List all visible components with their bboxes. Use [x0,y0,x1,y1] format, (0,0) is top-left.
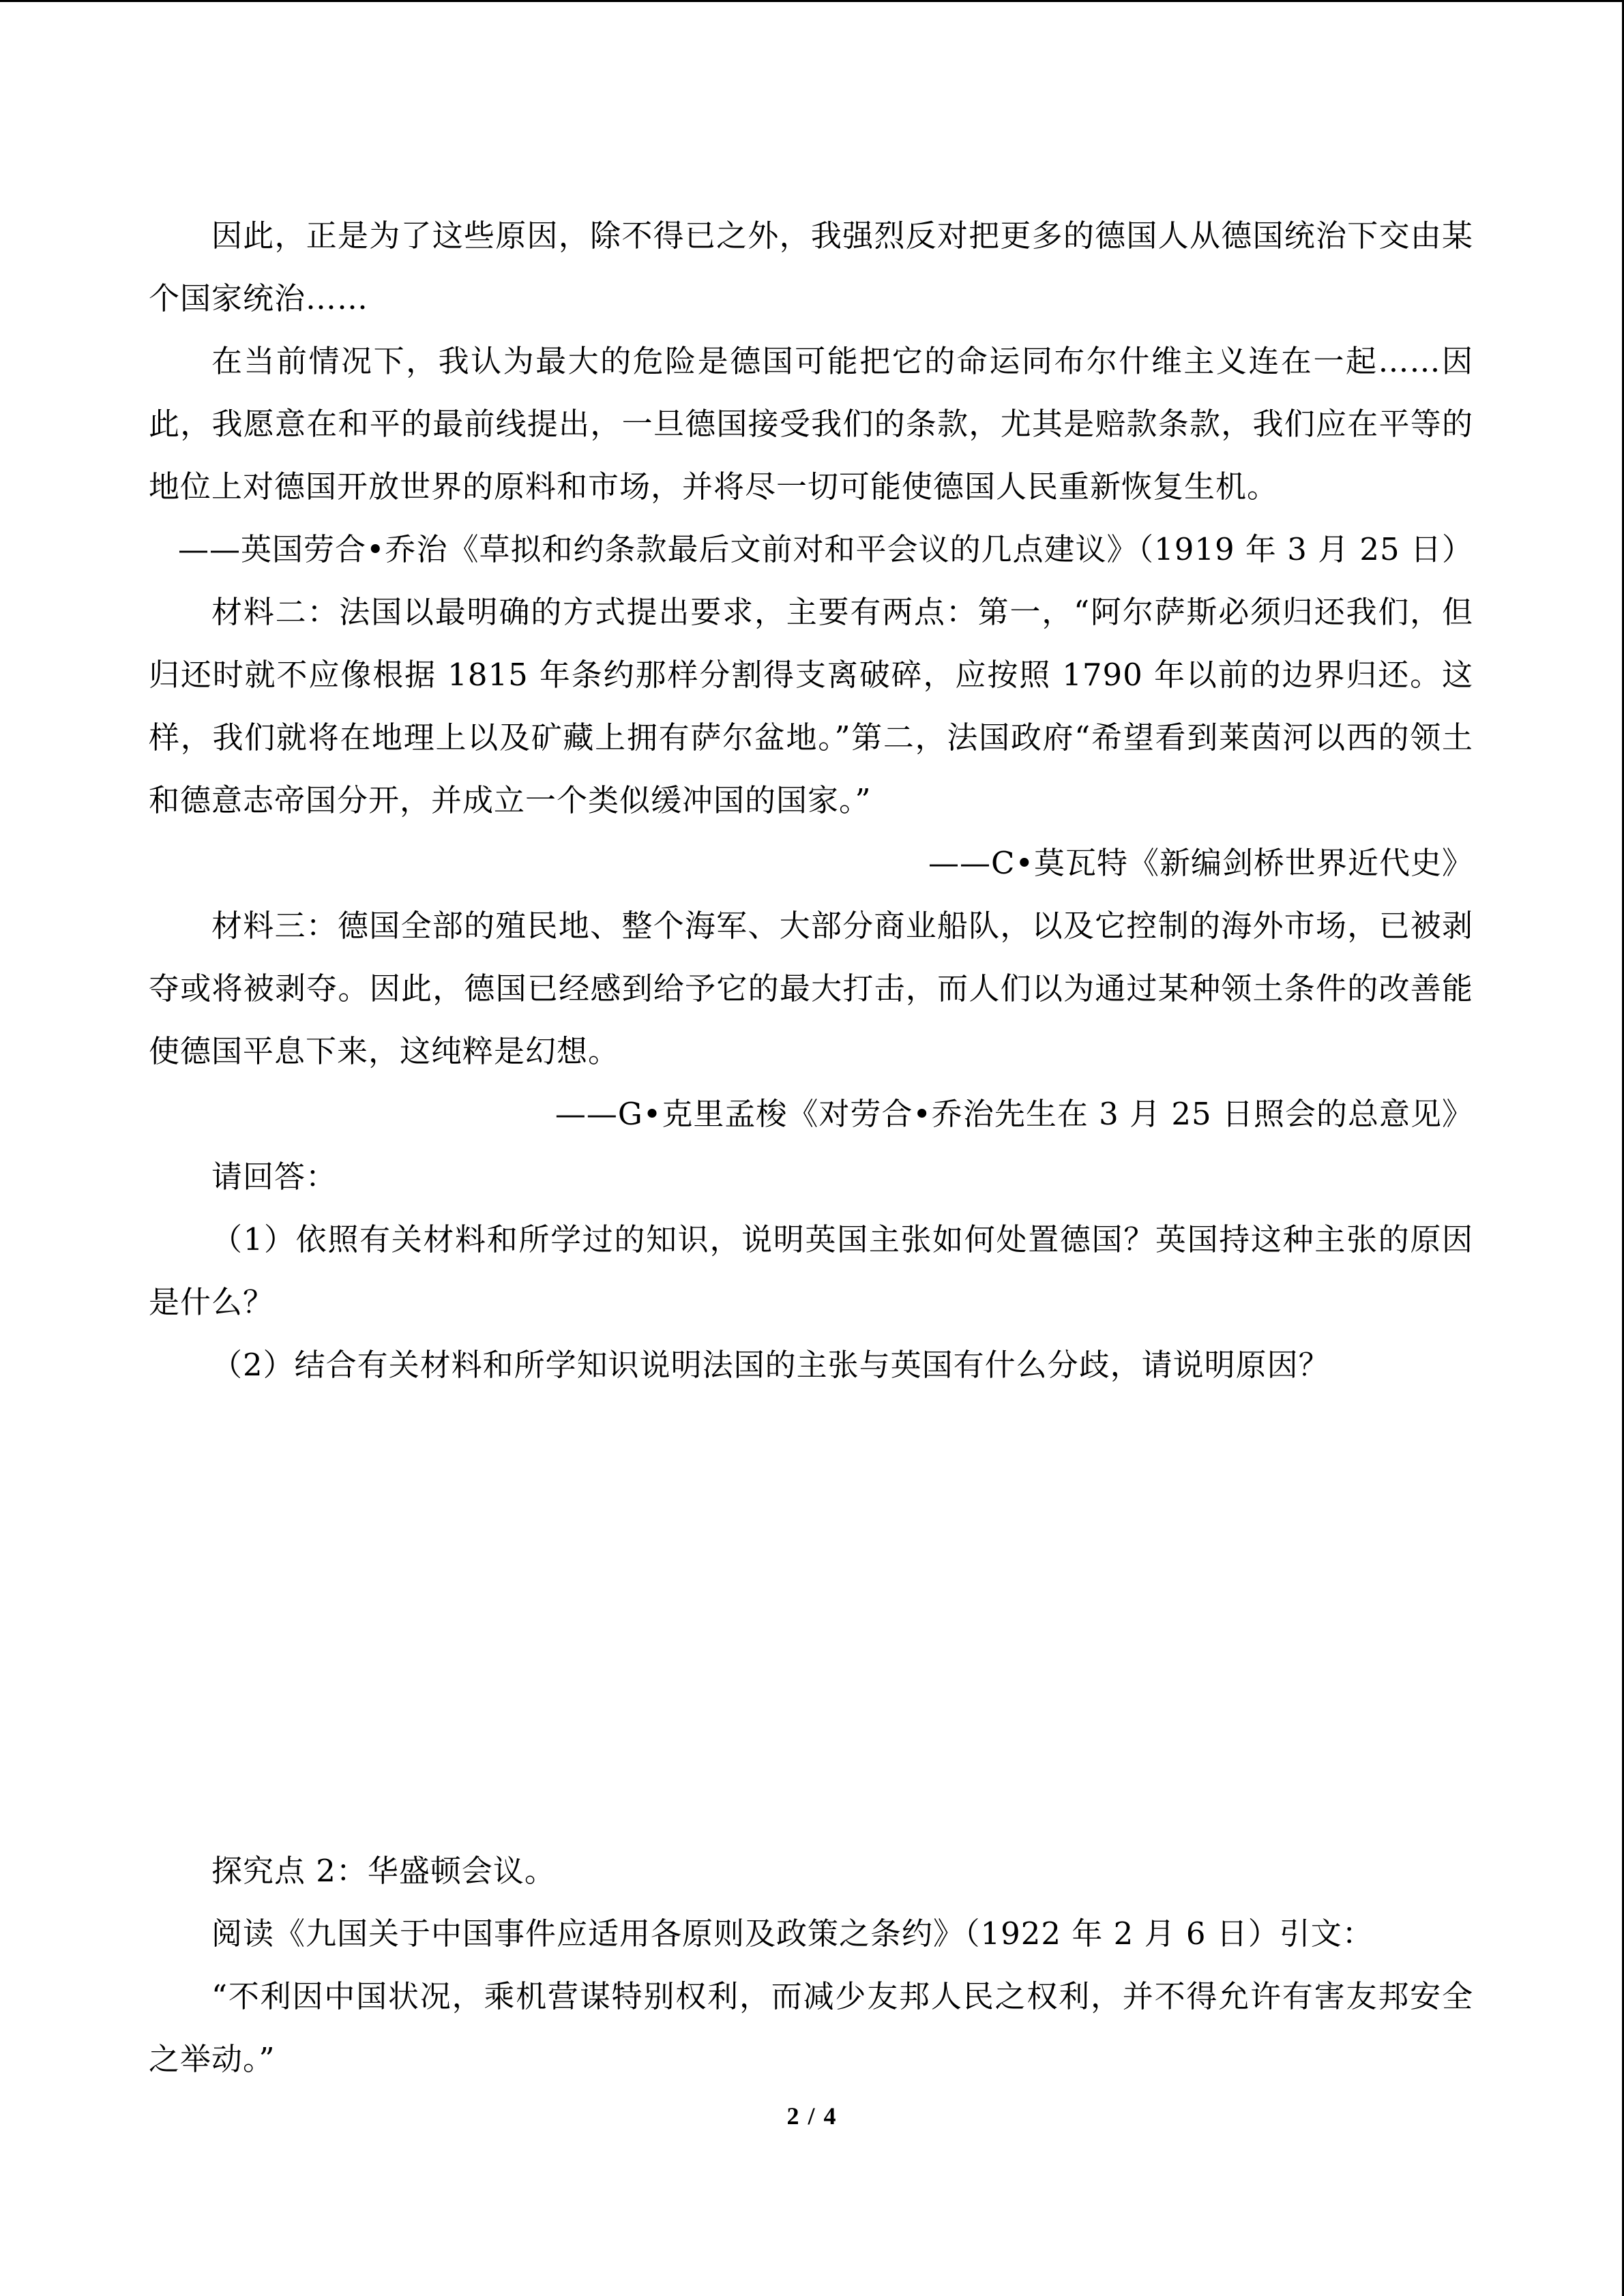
citation-mowat: ——C•莫瓦特《新编剑桥世界近代史》 [928,845,1473,881]
material-three: 材料三：德国全部的殖民地、整个海军、大部分商业船队，以及它控制的海外市场，已被剥夺或将被剥夺。因此，德国已经感到给予它的最大打击，而人们以为通过某种领土条件的改善能使德国平息下来，这纯粹是幻想。 [149,908,1473,1069]
page-number: 2 / 4 [786,2102,838,2130]
question-2: （2）结合有关材料和所学知识说明法国的主张与英国有什么分歧，请说明原因？ [211,1347,1330,1383]
inquiry-point-heading: 探究点 2：华盛顿会议。 [211,1853,556,1889]
document-body [149,205,1473,2091]
answer-prompt: 请回答： [211,1159,338,1195]
paragraph-reason: 因此，正是为了这些原因，除不得已之外，我强烈反对把更多的德国人从德国统治下交由某个国家统治…… [149,218,1473,316]
answer-space [149,1397,1473,1840]
question-1: （1）依照有关材料和所学过的知识，说明英国主张如何处置德国？英国持这种主张的原因是什么？ [149,1221,1473,1320]
paragraph-danger: 在当前情况下，我认为最大的危险是德国可能把它的命运同布尔什维主义连在一起……因此，我愿意在和平的最前线提出，一旦德国接受我们的条款，尤其是赔款条款，我们应在平等的地位上对德国开放世界的原料和市场，并将尽一切可能使德国人民重新恢复生机。 [149,343,1473,505]
citation-clemenceau: ——G•克里孟梭《对劳合•乔治先生在 3 月 25 日照会的总意见》 [555,1096,1473,1132]
treaty-quote: “不利因中国状况，乘机营谋特别权利，而减少友邦人民之权利，并不得允许有害友邦安全之举动。” [149,1978,1473,2077]
reading-intro: 阅读《九国关于中国事件应适用各原则及政策之条约》（1922 年 2 月 6 日）引文： [211,1915,1374,1952]
material-two: 材料二：法国以最明确的方式提出要求，主要有两点：第一，“阿尔萨斯必须归还我们，但归还时就不应像根据 1815 年条约那样分割得支离破碎，应按照 1790 年以前的边界归还。这样，我们就将在地理上以及矿藏上拥有萨尔盆地。”第二，法国政府“希望看到莱茵河以西的领土和德意志帝国分开，并成立一个类似缓冲国的国家。” [149,594,1473,818]
citation-lloyd-george: ——英国劳合•乔治《草拟和约条款最后文前对和平会议的几点建议》（1919 年 3 月 25 日） [178,531,1473,567]
